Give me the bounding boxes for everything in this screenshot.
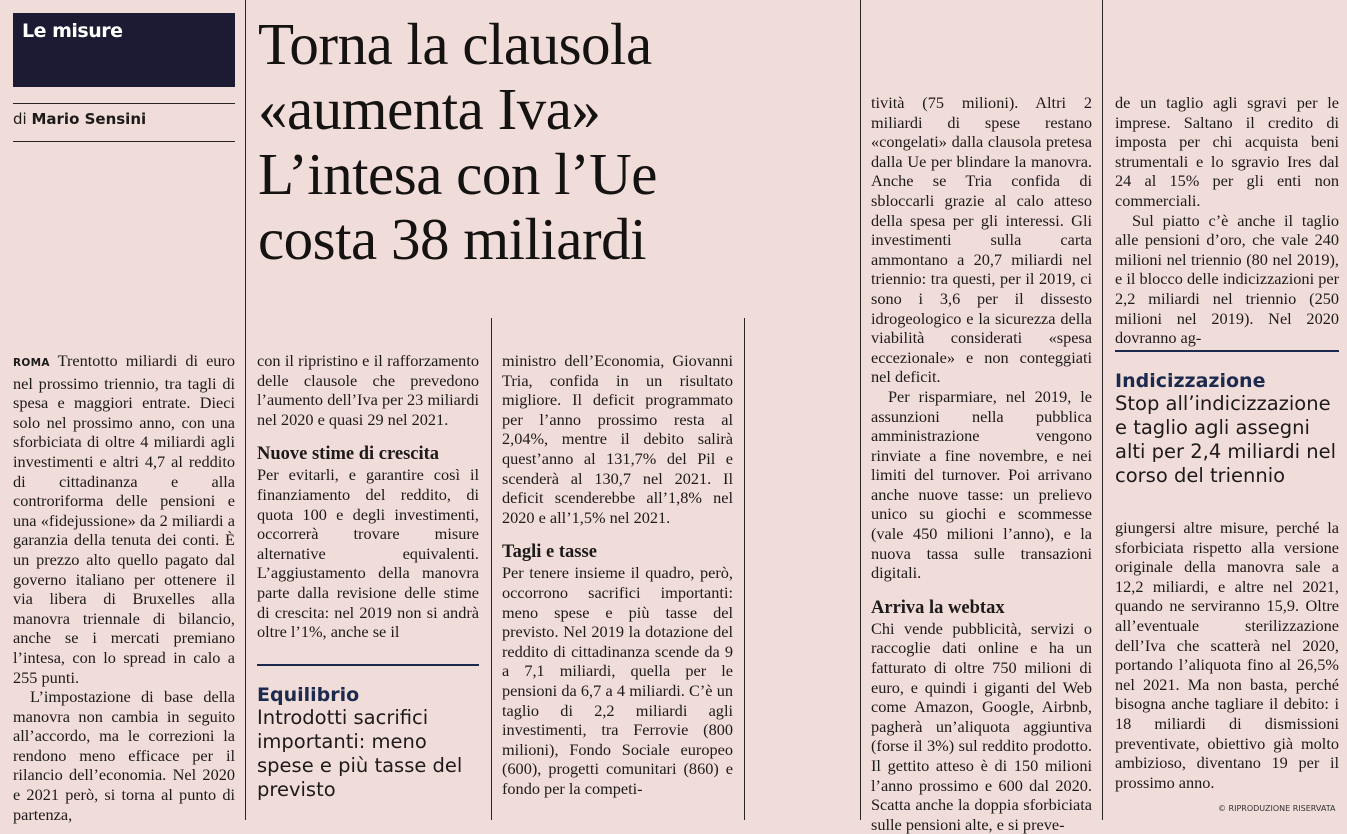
paragraph: L’impostazione di base della manovra non cambia in seguito all’accordo, ma le correzioni la rendono meno efficace per il rilancio dell’economia. Nel 2020 e 2021 però, si torna al punto di partenza, <box>13 687 235 824</box>
paragraph: Chi vende pubblicità, servizi o raccoglie dati online e ha un fatturato di oltre 750 milioni di euro, e quindi i giganti del Web come Amazon, Google, Airbnb, pagherà un’aliquota aggiuntiva (forse il 3%) sul reddito prodotto. Il gettito atteso è di 150 milioni l’anno prossimo e 600 dal 2020. Scatta anche la doppia sforbiciata sulle pensioni alte, e si preve- <box>871 618 1092 834</box>
article-column-4 <box>871 93 1092 834</box>
byline-author: Mario Sensini <box>31 110 147 128</box>
paragraph: Per risparmiare, nel 2019, le assunzioni nella pubblica amministrazione vengono rinviate a fine novembre, e nei limiti del turnover. Poi arrivano anche nuove tasse: un prelievo unico su giochi e scommesse (vale 450 milioni l’anno), e la nuova tassa sulle transazioni digitali. <box>871 386 1092 583</box>
box-text: Introdotti sacrifici importanti: meno spese e più tasse del previsto <box>257 706 463 801</box>
paragraph: Per evitarli, e garantire così il finanziamento del reddito, di quota 100 e degli investimenti, occorrerà trovare misure alternative equivalenti. L’aggiustamento della manovra parte dalla revisione delle stime di crescita: nel 2019 non si andrà oltre l’1%, anche se il <box>257 465 479 642</box>
headline <box>258 12 858 272</box>
highlight-box-equilibrio <box>257 684 482 802</box>
section-label: Le misure <box>22 20 123 42</box>
byline-rule-top <box>13 103 235 104</box>
highlight-box-indicizzazione <box>1115 370 1343 488</box>
paragraph: tività (75 milioni). Altri 2 miliardi di spese restano «congelati» dalla clausola pretesa dalla Ue per blindare la manovra. Anche se Tria confida di sbloccarli grazie al calo atteso della spesa per gli interessi. Gli investimenti sulla carta ammontano a 20,7 miliardi nel triennio: tra questi, per il 2019, ci sono i 3,6 per il dissesto idrogeologico e la sicurezza della viabilità considerati «spesa eccezionale» e non conteggiati nel deficit. <box>871 93 1092 387</box>
article-column-3 <box>502 351 733 798</box>
column-rule <box>1102 0 1103 820</box>
paragraph: ministro dell’Economia, Giovanni Tria, confida in un risultato migliore. Il deficit programmato per l’anno prossimo resta al 2,04%, mentre il debito salirà quest’anno al 131,7% del Pil e scenderà al 130,7 nel 2021. Il deficit scenderebbe all’1,8% nel 2020 e all’1,5% nel 2021. <box>502 351 733 527</box>
subheading: Arriva la webtax <box>871 597 1005 618</box>
paragraph <box>13 351 235 687</box>
paragraph: Per tenere insieme il quadro, però, occorrono sacrifici importanti: meno spese e più tasse del previsto. Nel 2019 la dotazione del reddito di cittadinanza scende da 9 a 7,1 miliardi, quella per le pensioni da 6,7 a 4 miliardi. C’è un taglio di 2,2 miliardi agli investimenti, tra Ferrovie (800 milioni), Fondo Sociale europeo (600), progetti comunitari (860) e fondo per la competi- <box>502 563 733 798</box>
copyright-notice: © RIPRODUZIONE RISERVATA <box>1218 804 1336 813</box>
article-column-5-top <box>1115 93 1339 348</box>
box-rule <box>257 664 479 666</box>
paragraph: con il ripristino e il rafforzamento delle clausole che prevedono l’aumento dell’Iva per 23 miliardi nel 2020 e quasi 29 nel 2021. <box>257 351 479 429</box>
headline-line: L’intesa con l’Ue <box>258 141 657 207</box>
article-column-5-bottom <box>1115 518 1339 792</box>
subheading: Tagli e tasse <box>502 542 597 563</box>
column-rule <box>491 318 492 820</box>
column-rule <box>245 0 246 820</box>
box-title: Equilibrio <box>257 684 360 706</box>
article-column-1 <box>13 351 235 824</box>
byline-prefix: di <box>13 110 27 128</box>
byline-rule-bottom <box>13 141 235 142</box>
headline-line: costa 38 miliardi <box>258 206 647 272</box>
headline-line: «aumenta Iva» <box>258 76 601 142</box>
box-text: Stop all’indicizzazione e taglio agli assegni alti per 2,4 miliardi nel corso del triennio <box>1115 392 1337 487</box>
box-rule <box>1115 350 1339 352</box>
article-column-2 <box>257 351 479 642</box>
byline <box>13 110 146 128</box>
paragraph: giungersi altre misure, perché la sforbiciata rispetto alla versione originale della manovra sale a 12,2 miliardi, e altre nel 2021, quando ne serviranno 15,9. Oltre all’eventuale sterilizzazione dell’Iva che scatterà nel 2020, portando l’aliquota fino al 26,5% nel 2021. Ma non basta, perché bisogna anche tagliare il debito: i 18 miliardi di dismissioni preventivate, obiettivo già molto ambizioso, diventano 19 per il prossimo anno. <box>1115 518 1339 792</box>
paragraph: de un taglio agli sgravi per le imprese. Saltano il credito di imposta per chi acquista beni strumentali e lo sgravio Ires dal 24 al 15% per gli enti non commerciali. <box>1115 93 1339 210</box>
paragraph: Sul piatto c’è anche il taglio alle pensioni d’oro, che vale 240 milioni nel triennio (80 nel 2019), e il blocco delle indicizzazioni per 2,2 miliardi nel triennio (250 milioni nel 2019). Nel 2020 dovranno ag- <box>1115 210 1339 348</box>
headline-line: Torna la clausola <box>258 11 652 77</box>
column-rule <box>744 318 745 820</box>
subheading: Nuove stime di crescita <box>257 444 440 465</box>
box-title: Indicizzazione <box>1115 370 1266 392</box>
column-rule <box>860 0 861 820</box>
dateline: ROMA <box>13 357 50 369</box>
paragraph-text: Trentotto miliardi di euro nel prossimo triennio, tra tagli di spesa e maggiori entrate. Dieci solo nel prossimo anno, con una sforbiciata di oltre 4 miliardi agli investimenti e altri 4,7 al reddito di cittadinanza e alla controriforma delle pensioni e una «fidejussione» da 2 miliardi a garanzia della tenuta dei conti. È un prezzo alto quello pagato dal governo italiano per ottenere il via libera di Bruxelles alla manovra triennale di bilancio, anche se i mercati premiano l’intesa, con lo spread in calo a 255 punti. <box>13 351 235 687</box>
